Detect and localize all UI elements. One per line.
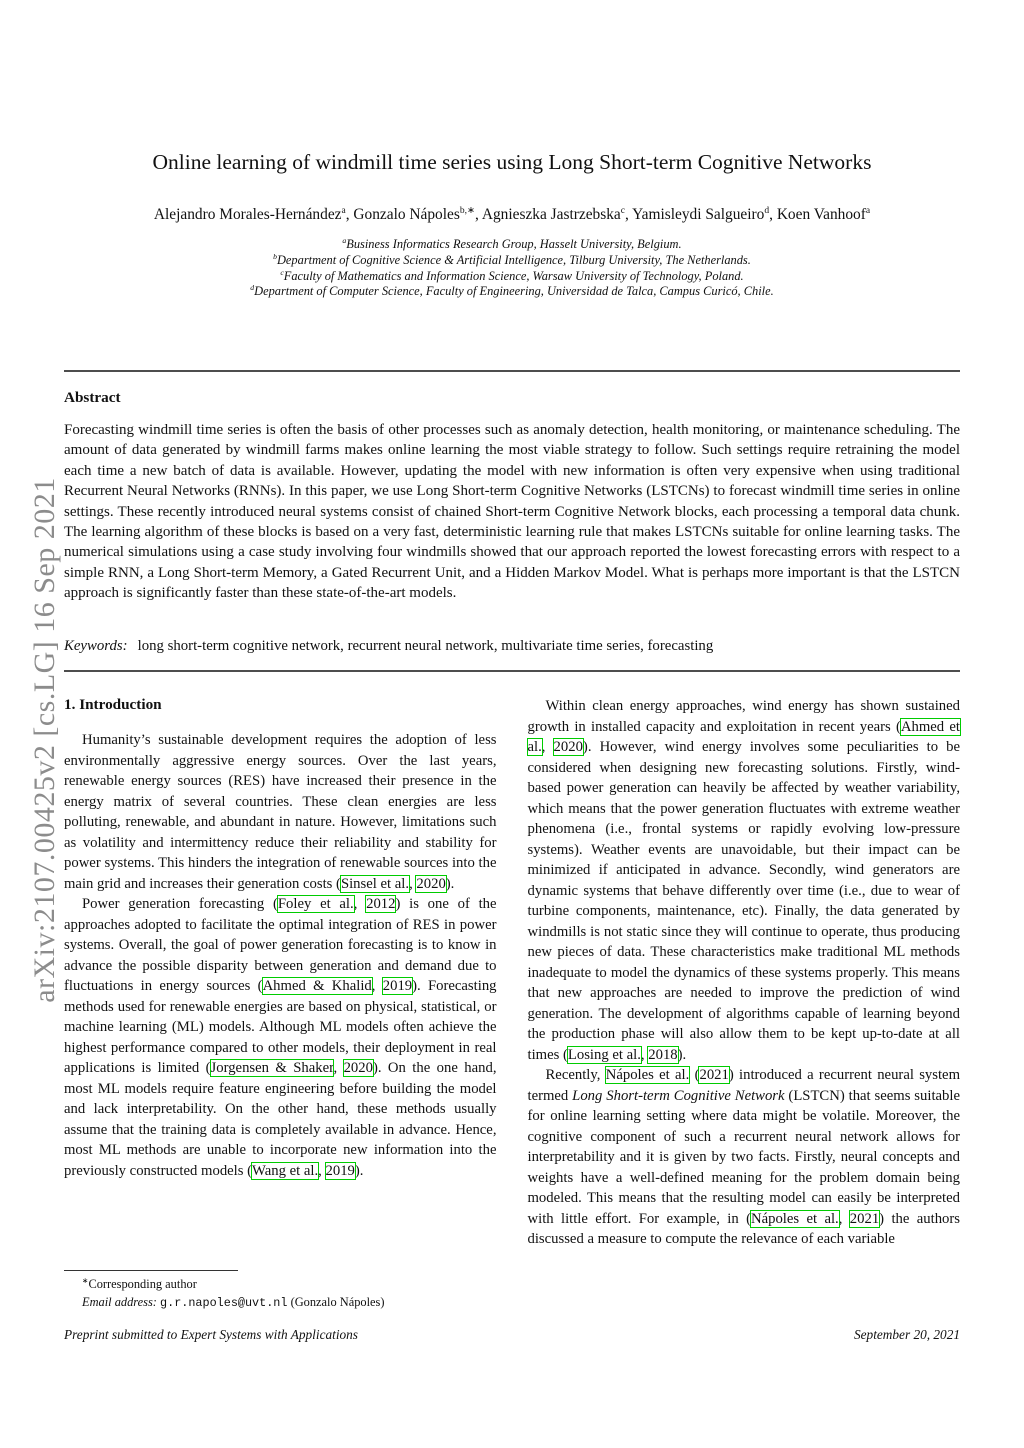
affiliation: $^b$Department of Cognitive Science & Artificial Intelligence, Tilburg University, The Netherlands. (273, 251, 751, 267)
citation-link[interactable]: 2019 (325, 1162, 355, 1179)
affiliation: $^c$Faculty of Mathematics and Information Science, Warsaw University of Technology, Poland. (280, 267, 744, 283)
citation-link[interactable]: Jorgensen & Shaker (210, 1060, 334, 1076)
footnote-corresponding (64, 1276, 496, 1294)
citation-link[interactable]: Losing et al. (567, 1046, 641, 1063)
footnote (64, 1270, 496, 1312)
paragraph: Recently, Nápoles et al. (2021) introduced a recurrent neural system termed Long Short-term Cognitive Network (LSTCN) that seems suitable for online learning setting where data might be volatile. Moreover, the cognitive component of such a recurrent neural network allows for interpretability and it is given by two facts. Firstly, neural concepts and weights have a well-defined meaning for the problem domain being modeled. This means that the resulting model can easily be interpreted with little effort. For example, in (Nápoles et al., 2021) the authors discussed a measure to compute the relevance of each variable (527, 1067, 960, 1247)
footer-journal: Preprint submitted to Expert Systems with Applications (64, 1327, 358, 1342)
divider-top (64, 370, 960, 372)
abstract-section (64, 389, 960, 604)
keywords-label: Keywords: (64, 638, 128, 654)
paragraph: Power generation forecasting (Foley et al., 2012) is one of the approaches adopted to facilitate the optimal integration of RES in power systems. Overall, the goal of power generation forecasting is to know in advance the possible disparity between generation and demand due to fluctuations in energy sources (Ahmed & Khalid, 2019). Forecasting methods used for renewable energies are based on physical, statistical, or machine learning (ML) models. Although ML models often achieve the highest performance compared to other models, their deployment in real applications is limited (Jorgensen & Shaker, 2020). On the one hand, most ML models require feature engineering before building the model and lack interpretability. On the other hand, these methods usually assume that the training data is completely available in advance. Hence, most ML methods are unable to incorporate new information into the previously constructed models (Wang et al., 2019). (64, 896, 497, 1179)
body-columns (64, 696, 960, 1250)
right-column (528, 696, 961, 1250)
citation-link[interactable]: Sinsel et al. (340, 875, 410, 892)
citation-link[interactable]: Nápoles et al. (605, 1067, 690, 1083)
abstract-heading: Abstract (64, 389, 121, 406)
footnote-email-note: (Gonzalo Nápoles) (287, 1294, 385, 1309)
citation-link[interactable]: 2019 (382, 978, 413, 994)
email-link[interactable]: g.r.napoles@uvt.nl (160, 1295, 288, 1310)
footnote-corresponding-text: Corresponding author (88, 1277, 197, 1291)
citation-link[interactable]: 2018 (648, 1046, 678, 1063)
citation-link[interactable]: 2021 (699, 1067, 729, 1083)
affiliations-block (64, 237, 960, 300)
footnote-divider (64, 1270, 238, 1271)
citation-link[interactable]: 2012 (366, 896, 396, 912)
keywords-text: long short-term cognitive network, recurrent neural network, multivariate time series, forecasting (137, 638, 714, 654)
footer-date: September 20, 2021 (854, 1327, 960, 1342)
page-footer (64, 1327, 960, 1343)
paper-header (64, 148, 960, 300)
citation-link[interactable]: 2021 (849, 1210, 880, 1227)
citation-link[interactable]: Foley et al. (277, 896, 354, 912)
affiliation: $^d$Department of Computer Science, Faculty of Engineering, Universidad de Talca, Campus Curicó, Chile. (250, 283, 774, 299)
paragraph: Within clean energy approaches, wind energy has shown sustained growth in installed capacity and exploitation in recent years (Ahmed et al., 2020). However, wind energy involves some peculiarities to be considered when designing new forecasting solutions. Firstly, wind-based power generation can heavily be affected by weather variability, which means that the power generation fluctuates with extreme weather phenomena (i.e., frontal systems or rapidly evolving low-pressure systems). Weather events are unavoidable, but their impact can be minimized if anticipated in advance. Secondly, wind generators are dynamic systems that behave differently over time (i.e., due to wear of turbine components, maintenance, etc). Finally, the data generated by windmills is not static since they will continue to operate, thus producing new pieces of data. These characteristics make traditional ML methods inadequate to model the dynamics of these systems properly. This means that new approaches are needed to improve the prediction of wind generation. The development of algorithms capable of learning beyond the production phase will also allow them to be kept up-to-date at all times (Losing et al., 2018). (527, 698, 960, 1063)
keywords-line (64, 638, 960, 655)
author-line: Alejandro Morales-Hernández$^a$, Gonzalo Nápoles$^{b,∗}$, Agnieszka Jastrzebska$^c$, Yamisleydi Salgueiro$^d$, Koen Vanhoof$^a$ (153, 204, 871, 223)
affiliation: $^a$Business Informatics Research Group, Hasselt University, Belgium. (342, 235, 682, 251)
citation-link[interactable]: Wang et al. (252, 1162, 319, 1179)
citation-link[interactable]: 2020 (343, 1060, 373, 1076)
citation-link[interactable]: Nápoles et al. (750, 1210, 839, 1227)
left-column (64, 696, 497, 1250)
section-heading-introduction: 1. Introduction (64, 696, 162, 713)
citation-link[interactable]: Ahmed et al. (527, 718, 960, 755)
paper-title: Online learning of windmill time series using Long Short-term Cognitive Networks (152, 150, 872, 174)
abstract-text: Forecasting windmill time series is often the basis of other processes such as anomaly detection, health monitoring, or maintenance scheduling. The amount of data generated by windmill farms makes online learning the most viable strategy to follow. Such settings require retraining the model each time a new batch of data is available. However, updating the model with new information is often very expensive when using traditional Recurrent Neural Networks (RNNs). In this paper, we use Long Short-term Cognitive Networks (LSTCNs) to forecast windmill time series in online settings. These recently introduced neural systems consist of chained Short-term Cognitive Network blocks, each processing a temporal data chunk. The learning algorithm of these blocks is based on a very fast, deterministic learning rule that makes LSTCNs suitable for online learning tasks. The numerical simulations using a case study involving four windmills showed that our approach reported the lowest forecasting errors with respect to a simple RNN, a Long Short-term Memory, a Gated Recurrent Unit, and a Hidden Markov Model. What is perhaps more important is that the LSTCN approach is significantly faster than these state-of-the-art models. (64, 422, 960, 602)
divider-bottom (64, 670, 960, 672)
footnote-marker: ∗ (82, 1275, 89, 1285)
citation-link[interactable]: Ahmed & Khalid (262, 978, 372, 994)
citation-link[interactable]: 2020 (416, 875, 446, 892)
paragraph: Humanity’s sustainable development requires the adoption of less environmentally aggressive energy sources. Over the last years, renewable energy sources (RES) have increased their presence in the energy matrix of several countries. These clean energies are less polluting, renewable, and abundant in nature. However, limitations such as volatility and intermittency reduce their reliability and stability for power systems. This hinders the integration of renewable sources into the main grid and increases their generation costs (Sinsel et al., 2020). (64, 732, 497, 892)
footnote-email-line (64, 1294, 496, 1313)
arxiv-watermark-text: arXiv:2107.00425v2 [cs.LG] 16 Sep 2021 (28, 477, 61, 1003)
citation-link[interactable]: 2020 (553, 739, 583, 755)
footnote-email-label: Email address: (82, 1294, 157, 1309)
